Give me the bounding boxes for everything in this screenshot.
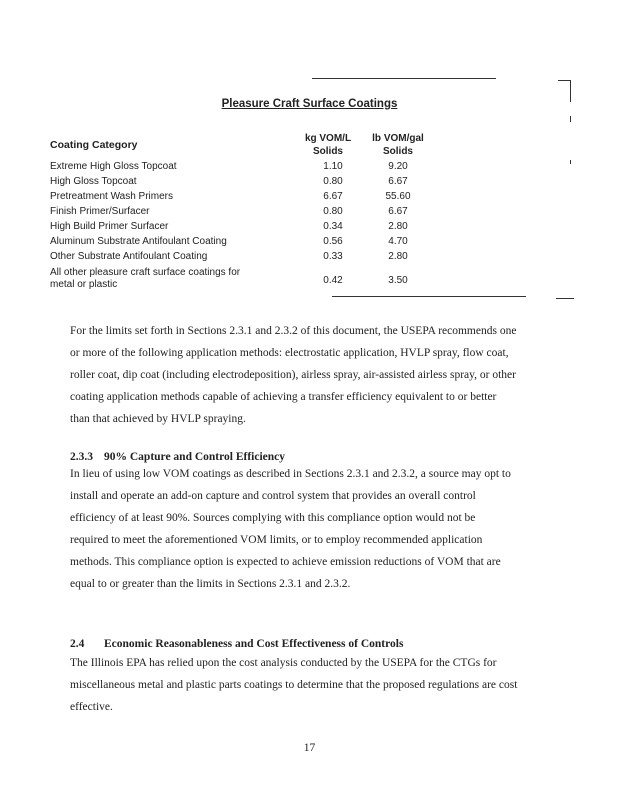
row-category: High Gloss Topcoat	[50, 176, 137, 187]
paragraph-line: For the limits set forth in Sections 2.3.1 and 2.3.2 of this document, the USEPA recommends one	[70, 325, 517, 337]
col-header-category: Coating Category	[50, 139, 138, 151]
row-category: High Build Primer Surfacer	[50, 221, 169, 232]
row-lb-value: 2.80	[388, 221, 408, 232]
paragraph-economic	[70, 652, 545, 718]
right-margin-rule	[556, 298, 574, 299]
corner-mark-horizontal	[558, 80, 570, 81]
table-row	[50, 220, 420, 234]
row-kg-value: 0.56	[323, 236, 343, 247]
paragraph-line: install and operate an add-on capture and control system that provides an overall control	[70, 490, 476, 502]
page-number: 17	[303, 742, 316, 754]
paragraph-line: methods. This compliance option is expected to achieve emission reductions of VOM that are	[70, 556, 501, 568]
top-rule	[312, 78, 496, 79]
table-row	[50, 175, 420, 189]
section-title: 90% Capture and Control Efficiency	[104, 451, 286, 463]
row-category: Pretreatment Wash Primers	[50, 191, 173, 202]
col-header-kg-line2: Solids	[312, 146, 343, 157]
col-header-lb-line2: Solids	[382, 146, 413, 157]
table-row-last	[50, 267, 420, 295]
row-kg-value: 0.33	[323, 251, 343, 262]
table-row	[50, 160, 420, 174]
row-kg-value: 1.10	[323, 161, 343, 172]
paragraph-line: In lieu of using low VOM coatings as described in Sections 2.3.1 and 2.3.2, a source may opt to	[70, 468, 511, 480]
row-category	[50, 267, 265, 291]
paragraph-line: than that achieved by HVLP spraying.	[70, 413, 246, 425]
row-kg-value: 6.67	[323, 191, 343, 202]
margin-tick-2	[570, 160, 571, 164]
paragraph-line: efficiency of at least 90%. Sources complying with this compliance option would not be	[70, 512, 476, 524]
row-kg-value: 0.80	[323, 206, 343, 217]
row-kg-value: 0.80	[323, 176, 343, 187]
col-header-lb	[363, 132, 433, 158]
paragraph-line: or more of the following application methods: electrostatic application, HVLP spray, flow coat,	[70, 347, 509, 359]
row-kg-value: 0.34	[323, 221, 343, 232]
paragraph-line: The Illinois EPA has relied upon the cost analysis conducted by the USEPA for the CTGs for	[70, 657, 497, 669]
table-row	[50, 205, 420, 219]
row-lb-value: 9.20	[388, 161, 408, 172]
row-category: Extreme High Gloss Topcoat	[50, 161, 177, 172]
table-title: Pleasure Craft Surface Coatings	[221, 98, 398, 110]
row-category: Finish Primer/Surfacer	[50, 206, 150, 217]
paragraph-line: miscellaneous metal and plastic parts coatings to determine that the proposed regulations are cost	[70, 679, 518, 691]
row-category: Aluminum Substrate Antifoulant Coating	[50, 236, 227, 247]
row-category-line1: All other pleasure craft surface coatings for	[50, 267, 241, 278]
row-lb-value: 3.50	[388, 275, 408, 286]
row-category: Other Substrate Antifoulant Coating	[50, 251, 208, 262]
paragraph-line: equal to or greater than the limits in Sections 2.3.1 and 2.3.2.	[70, 578, 351, 590]
row-lb-value: 55.60	[385, 191, 411, 202]
section-number: 2.3.3	[70, 451, 93, 463]
section-title: Economic Reasonableness and Cost Effectiveness of Controls	[104, 638, 404, 650]
section-number: 2.4	[70, 638, 85, 650]
row-lb-value: 2.80	[388, 251, 408, 262]
col-header-lb-line1: lb VOM/gal	[372, 133, 424, 144]
paragraph-line: effective.	[70, 701, 113, 713]
margin-tick-1	[570, 116, 571, 122]
table-row	[50, 235, 420, 249]
table-row	[50, 190, 420, 204]
section-heading-2-3-3	[70, 451, 285, 463]
paragraph-capture-control	[70, 463, 545, 595]
row-category-line2: metal or plastic	[50, 279, 118, 290]
table-bottom-rule	[332, 296, 526, 297]
row-lb-value: 6.67	[388, 176, 408, 187]
section-heading-2-4	[70, 638, 403, 650]
paragraph-line: roller coat, dip coat (including electrodeposition), airless spray, air-assisted airless spray, or other	[70, 369, 516, 381]
row-lb-value: 6.67	[388, 206, 408, 217]
row-kg-value: 0.42	[323, 275, 343, 286]
paragraph-application-methods	[70, 320, 545, 430]
col-header-kg	[298, 132, 358, 158]
col-header-kg-line1: kg VOM/L	[304, 133, 352, 144]
paragraph-line: coating application methods capable of achieving a transfer efficiency equivalent to or better	[70, 391, 497, 403]
row-lb-value: 4.70	[388, 236, 408, 247]
paragraph-line: required to meet the aforementioned VOM limits, or to employ recommended application	[70, 534, 483, 546]
table-row	[50, 250, 420, 264]
